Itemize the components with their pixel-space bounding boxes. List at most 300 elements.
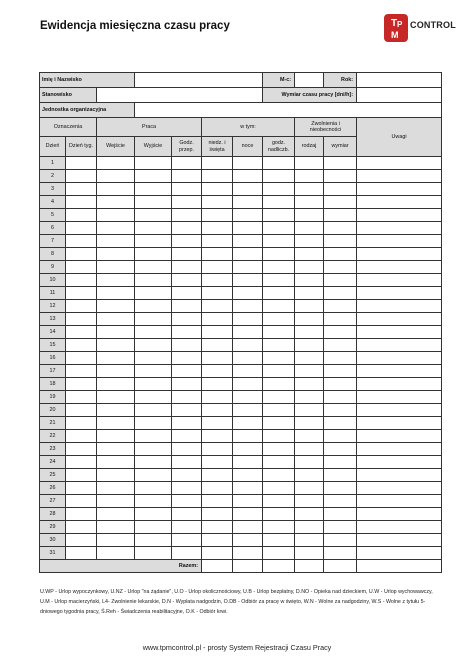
night-cell[interactable] xyxy=(233,274,263,287)
total-notes-cell[interactable] xyxy=(357,560,442,573)
hours-worked-cell[interactable] xyxy=(172,508,202,521)
exit-cell[interactable] xyxy=(135,183,172,196)
holiday-cell[interactable] xyxy=(202,183,233,196)
overtime-cell[interactable] xyxy=(263,313,295,326)
holiday-cell[interactable] xyxy=(202,339,233,352)
night-cell[interactable] xyxy=(233,261,263,274)
absence-hours-cell[interactable] xyxy=(324,196,357,209)
absence-hours-cell[interactable] xyxy=(324,209,357,222)
overtime-cell[interactable] xyxy=(263,417,295,430)
absence-hours-cell[interactable] xyxy=(324,326,357,339)
night-cell[interactable] xyxy=(233,157,263,170)
exit-cell[interactable] xyxy=(135,430,172,443)
overtime-cell[interactable] xyxy=(263,352,295,365)
holiday-cell[interactable] xyxy=(202,404,233,417)
entry-cell[interactable] xyxy=(97,352,135,365)
hours-worked-cell[interactable] xyxy=(172,482,202,495)
exit-cell[interactable] xyxy=(135,170,172,183)
night-cell[interactable] xyxy=(233,391,263,404)
absence-type-cell[interactable] xyxy=(295,209,324,222)
weekday-cell[interactable] xyxy=(66,378,97,391)
night-cell[interactable] xyxy=(233,196,263,209)
exit-cell[interactable] xyxy=(135,339,172,352)
night-cell[interactable] xyxy=(233,456,263,469)
entry-cell[interactable] xyxy=(97,534,135,547)
total-night-cell[interactable] xyxy=(233,560,263,573)
overtime-cell[interactable] xyxy=(263,469,295,482)
holiday-cell[interactable] xyxy=(202,170,233,183)
entry-cell[interactable] xyxy=(97,183,135,196)
night-cell[interactable] xyxy=(233,547,263,560)
absence-hours-cell[interactable] xyxy=(324,235,357,248)
holiday-cell[interactable] xyxy=(202,378,233,391)
exit-cell[interactable] xyxy=(135,300,172,313)
weekday-cell[interactable] xyxy=(66,300,97,313)
hours-worked-cell[interactable] xyxy=(172,222,202,235)
absence-type-cell[interactable] xyxy=(295,378,324,391)
entry-cell[interactable] xyxy=(97,261,135,274)
overtime-cell[interactable] xyxy=(263,222,295,235)
exit-cell[interactable] xyxy=(135,482,172,495)
weekday-cell[interactable] xyxy=(66,326,97,339)
absence-type-cell[interactable] xyxy=(295,157,324,170)
entry-cell[interactable] xyxy=(97,365,135,378)
hours-worked-cell[interactable] xyxy=(172,443,202,456)
holiday-cell[interactable] xyxy=(202,261,233,274)
notes-cell[interactable] xyxy=(357,274,442,287)
exit-cell[interactable] xyxy=(135,222,172,235)
night-cell[interactable] xyxy=(233,222,263,235)
overtime-cell[interactable] xyxy=(263,300,295,313)
notes-cell[interactable] xyxy=(357,534,442,547)
absence-hours-cell[interactable] xyxy=(324,391,357,404)
exit-cell[interactable] xyxy=(135,235,172,248)
notes-cell[interactable] xyxy=(357,235,442,248)
absence-hours-cell[interactable] xyxy=(324,443,357,456)
weekday-cell[interactable] xyxy=(66,196,97,209)
weekday-cell[interactable] xyxy=(66,443,97,456)
hours-worked-cell[interactable] xyxy=(172,456,202,469)
absence-hours-cell[interactable] xyxy=(324,248,357,261)
absence-type-cell[interactable] xyxy=(295,482,324,495)
absence-hours-cell[interactable] xyxy=(324,339,357,352)
weekday-cell[interactable] xyxy=(66,547,97,560)
overtime-cell[interactable] xyxy=(263,430,295,443)
notes-cell[interactable] xyxy=(357,417,442,430)
absence-type-cell[interactable] xyxy=(295,183,324,196)
absence-type-cell[interactable] xyxy=(295,287,324,300)
overtime-cell[interactable] xyxy=(263,391,295,404)
weekday-cell[interactable] xyxy=(66,248,97,261)
absence-type-cell[interactable] xyxy=(295,261,324,274)
holiday-cell[interactable] xyxy=(202,365,233,378)
overtime-cell[interactable] xyxy=(263,157,295,170)
entry-cell[interactable] xyxy=(97,547,135,560)
night-cell[interactable] xyxy=(233,469,263,482)
month-field[interactable] xyxy=(295,73,324,88)
hours-worked-cell[interactable] xyxy=(172,339,202,352)
weekday-cell[interactable] xyxy=(66,235,97,248)
absence-hours-cell[interactable] xyxy=(324,404,357,417)
total-absence-type-cell[interactable] xyxy=(295,560,324,573)
holiday-cell[interactable] xyxy=(202,157,233,170)
exit-cell[interactable] xyxy=(135,534,172,547)
absence-hours-cell[interactable] xyxy=(324,417,357,430)
hours-worked-cell[interactable] xyxy=(172,300,202,313)
exit-cell[interactable] xyxy=(135,352,172,365)
entry-cell[interactable] xyxy=(97,326,135,339)
holiday-cell[interactable] xyxy=(202,287,233,300)
absence-type-cell[interactable] xyxy=(295,430,324,443)
absence-hours-cell[interactable] xyxy=(324,495,357,508)
entry-cell[interactable] xyxy=(97,417,135,430)
overtime-cell[interactable] xyxy=(263,196,295,209)
holiday-cell[interactable] xyxy=(202,456,233,469)
absence-type-cell[interactable] xyxy=(295,196,324,209)
night-cell[interactable] xyxy=(233,313,263,326)
hours-worked-cell[interactable] xyxy=(172,235,202,248)
overtime-cell[interactable] xyxy=(263,287,295,300)
absence-hours-cell[interactable] xyxy=(324,430,357,443)
holiday-cell[interactable] xyxy=(202,547,233,560)
overtime-cell[interactable] xyxy=(263,534,295,547)
entry-cell[interactable] xyxy=(97,235,135,248)
overtime-cell[interactable] xyxy=(263,521,295,534)
exit-cell[interactable] xyxy=(135,417,172,430)
exit-cell[interactable] xyxy=(135,443,172,456)
entry-cell[interactable] xyxy=(97,196,135,209)
absence-type-cell[interactable] xyxy=(295,365,324,378)
notes-cell[interactable] xyxy=(357,365,442,378)
weekday-cell[interactable] xyxy=(66,404,97,417)
weekday-cell[interactable] xyxy=(66,287,97,300)
exit-cell[interactable] xyxy=(135,196,172,209)
holiday-cell[interactable] xyxy=(202,196,233,209)
absence-hours-cell[interactable] xyxy=(324,222,357,235)
night-cell[interactable] xyxy=(233,352,263,365)
hours-worked-cell[interactable] xyxy=(172,469,202,482)
weekday-cell[interactable] xyxy=(66,183,97,196)
absence-type-cell[interactable] xyxy=(295,274,324,287)
notes-cell[interactable] xyxy=(357,391,442,404)
hours-worked-cell[interactable] xyxy=(172,274,202,287)
overtime-cell[interactable] xyxy=(263,261,295,274)
holiday-cell[interactable] xyxy=(202,508,233,521)
absence-type-cell[interactable] xyxy=(295,547,324,560)
exit-cell[interactable] xyxy=(135,157,172,170)
entry-cell[interactable] xyxy=(97,248,135,261)
holiday-cell[interactable] xyxy=(202,274,233,287)
overtime-cell[interactable] xyxy=(263,495,295,508)
absence-type-cell[interactable] xyxy=(295,495,324,508)
hours-worked-cell[interactable] xyxy=(172,287,202,300)
hours-worked-cell[interactable] xyxy=(172,183,202,196)
hours-worked-cell[interactable] xyxy=(172,378,202,391)
weekday-cell[interactable] xyxy=(66,430,97,443)
notes-cell[interactable] xyxy=(357,313,442,326)
overtime-cell[interactable] xyxy=(263,547,295,560)
notes-cell[interactable] xyxy=(357,430,442,443)
absence-hours-cell[interactable] xyxy=(324,547,357,560)
unit-field[interactable] xyxy=(135,103,442,118)
notes-cell[interactable] xyxy=(357,287,442,300)
hours-worked-cell[interactable] xyxy=(172,326,202,339)
weekday-cell[interactable] xyxy=(66,222,97,235)
notes-cell[interactable] xyxy=(357,352,442,365)
night-cell[interactable] xyxy=(233,339,263,352)
notes-cell[interactable] xyxy=(357,196,442,209)
holiday-cell[interactable] xyxy=(202,300,233,313)
night-cell[interactable] xyxy=(233,521,263,534)
notes-cell[interactable] xyxy=(357,521,442,534)
weekday-cell[interactable] xyxy=(66,469,97,482)
hours-worked-cell[interactable] xyxy=(172,313,202,326)
weekday-cell[interactable] xyxy=(66,365,97,378)
notes-cell[interactable] xyxy=(357,300,442,313)
weekday-cell[interactable] xyxy=(66,157,97,170)
overtime-cell[interactable] xyxy=(263,339,295,352)
notes-cell[interactable] xyxy=(357,469,442,482)
entry-cell[interactable] xyxy=(97,391,135,404)
absence-hours-cell[interactable] xyxy=(324,313,357,326)
night-cell[interactable] xyxy=(233,209,263,222)
entry-cell[interactable] xyxy=(97,443,135,456)
exit-cell[interactable] xyxy=(135,326,172,339)
notes-cell[interactable] xyxy=(357,170,442,183)
absence-hours-cell[interactable] xyxy=(324,508,357,521)
weekday-cell[interactable] xyxy=(66,456,97,469)
absence-type-cell[interactable] xyxy=(295,248,324,261)
notes-cell[interactable] xyxy=(357,183,442,196)
night-cell[interactable] xyxy=(233,482,263,495)
absence-hours-cell[interactable] xyxy=(324,365,357,378)
exit-cell[interactable] xyxy=(135,313,172,326)
notes-cell[interactable] xyxy=(357,456,442,469)
exit-cell[interactable] xyxy=(135,547,172,560)
hours-worked-cell[interactable] xyxy=(172,430,202,443)
night-cell[interactable] xyxy=(233,508,263,521)
holiday-cell[interactable] xyxy=(202,430,233,443)
overtime-cell[interactable] xyxy=(263,183,295,196)
hours-worked-cell[interactable] xyxy=(172,248,202,261)
notes-cell[interactable] xyxy=(357,495,442,508)
exit-cell[interactable] xyxy=(135,495,172,508)
entry-cell[interactable] xyxy=(97,430,135,443)
absence-hours-cell[interactable] xyxy=(324,157,357,170)
entry-cell[interactable] xyxy=(97,157,135,170)
absence-hours-cell[interactable] xyxy=(324,183,357,196)
exit-cell[interactable] xyxy=(135,378,172,391)
night-cell[interactable] xyxy=(233,495,263,508)
year-field[interactable] xyxy=(357,73,442,88)
weekday-cell[interactable] xyxy=(66,313,97,326)
holiday-cell[interactable] xyxy=(202,482,233,495)
exit-cell[interactable] xyxy=(135,404,172,417)
absence-hours-cell[interactable] xyxy=(324,274,357,287)
night-cell[interactable] xyxy=(233,404,263,417)
holiday-cell[interactable] xyxy=(202,417,233,430)
exit-cell[interactable] xyxy=(135,469,172,482)
exit-cell[interactable] xyxy=(135,287,172,300)
night-cell[interactable] xyxy=(233,248,263,261)
absence-type-cell[interactable] xyxy=(295,352,324,365)
entry-cell[interactable] xyxy=(97,456,135,469)
absence-type-cell[interactable] xyxy=(295,404,324,417)
entry-cell[interactable] xyxy=(97,378,135,391)
night-cell[interactable] xyxy=(233,287,263,300)
hours-worked-cell[interactable] xyxy=(172,261,202,274)
entry-cell[interactable] xyxy=(97,404,135,417)
weekday-cell[interactable] xyxy=(66,391,97,404)
holiday-cell[interactable] xyxy=(202,222,233,235)
absence-hours-cell[interactable] xyxy=(324,521,357,534)
weekday-cell[interactable] xyxy=(66,521,97,534)
hours-worked-cell[interactable] xyxy=(172,157,202,170)
absence-type-cell[interactable] xyxy=(295,443,324,456)
notes-cell[interactable] xyxy=(357,326,442,339)
holiday-cell[interactable] xyxy=(202,469,233,482)
absence-type-cell[interactable] xyxy=(295,313,324,326)
notes-cell[interactable] xyxy=(357,222,442,235)
exit-cell[interactable] xyxy=(135,248,172,261)
overtime-cell[interactable] xyxy=(263,404,295,417)
notes-cell[interactable] xyxy=(357,248,442,261)
night-cell[interactable] xyxy=(233,378,263,391)
total-overtime-cell[interactable] xyxy=(263,560,295,573)
notes-cell[interactable] xyxy=(357,404,442,417)
holiday-cell[interactable] xyxy=(202,313,233,326)
exit-cell[interactable] xyxy=(135,521,172,534)
hours-worked-cell[interactable] xyxy=(172,170,202,183)
entry-cell[interactable] xyxy=(97,482,135,495)
exit-cell[interactable] xyxy=(135,274,172,287)
absence-hours-cell[interactable] xyxy=(324,287,357,300)
notes-cell[interactable] xyxy=(357,339,442,352)
absence-type-cell[interactable] xyxy=(295,300,324,313)
entry-cell[interactable] xyxy=(97,274,135,287)
overtime-cell[interactable] xyxy=(263,508,295,521)
night-cell[interactable] xyxy=(233,365,263,378)
weekday-cell[interactable] xyxy=(66,339,97,352)
overtime-cell[interactable] xyxy=(263,209,295,222)
weekday-cell[interactable] xyxy=(66,417,97,430)
absence-hours-cell[interactable] xyxy=(324,300,357,313)
absence-hours-cell[interactable] xyxy=(324,261,357,274)
hours-worked-cell[interactable] xyxy=(172,352,202,365)
weekday-cell[interactable] xyxy=(66,261,97,274)
weekday-cell[interactable] xyxy=(66,534,97,547)
holiday-cell[interactable] xyxy=(202,248,233,261)
absence-type-cell[interactable] xyxy=(295,534,324,547)
exit-cell[interactable] xyxy=(135,261,172,274)
entry-cell[interactable] xyxy=(97,469,135,482)
hours-worked-cell[interactable] xyxy=(172,495,202,508)
absence-type-cell[interactable] xyxy=(295,339,324,352)
absence-hours-cell[interactable] xyxy=(324,352,357,365)
absence-type-cell[interactable] xyxy=(295,222,324,235)
absence-type-cell[interactable] xyxy=(295,456,324,469)
entry-cell[interactable] xyxy=(97,508,135,521)
absence-hours-cell[interactable] xyxy=(324,456,357,469)
notes-cell[interactable] xyxy=(357,482,442,495)
hours-worked-cell[interactable] xyxy=(172,196,202,209)
night-cell[interactable] xyxy=(233,326,263,339)
hours-worked-cell[interactable] xyxy=(172,417,202,430)
absence-hours-cell[interactable] xyxy=(324,469,357,482)
holiday-cell[interactable] xyxy=(202,326,233,339)
holiday-cell[interactable] xyxy=(202,391,233,404)
overtime-cell[interactable] xyxy=(263,274,295,287)
holiday-cell[interactable] xyxy=(202,209,233,222)
weekday-cell[interactable] xyxy=(66,508,97,521)
weekday-cell[interactable] xyxy=(66,495,97,508)
night-cell[interactable] xyxy=(233,443,263,456)
weekday-cell[interactable] xyxy=(66,274,97,287)
overtime-cell[interactable] xyxy=(263,456,295,469)
entry-cell[interactable] xyxy=(97,170,135,183)
notes-cell[interactable] xyxy=(357,209,442,222)
total-absence-hours-cell[interactable] xyxy=(324,560,357,573)
notes-cell[interactable] xyxy=(357,157,442,170)
absence-type-cell[interactable] xyxy=(295,417,324,430)
hours-worked-cell[interactable] xyxy=(172,391,202,404)
night-cell[interactable] xyxy=(233,300,263,313)
notes-cell[interactable] xyxy=(357,378,442,391)
notes-cell[interactable] xyxy=(357,547,442,560)
entry-cell[interactable] xyxy=(97,313,135,326)
holiday-cell[interactable] xyxy=(202,443,233,456)
holiday-cell[interactable] xyxy=(202,235,233,248)
hours-worked-cell[interactable] xyxy=(172,547,202,560)
overtime-cell[interactable] xyxy=(263,482,295,495)
absence-type-cell[interactable] xyxy=(295,521,324,534)
weekday-cell[interactable] xyxy=(66,170,97,183)
position-field[interactable] xyxy=(97,88,263,103)
weekday-cell[interactable] xyxy=(66,482,97,495)
overtime-cell[interactable] xyxy=(263,235,295,248)
total-holiday-cell[interactable] xyxy=(202,560,233,573)
working-hours-field[interactable] xyxy=(357,88,442,103)
exit-cell[interactable] xyxy=(135,456,172,469)
entry-cell[interactable] xyxy=(97,209,135,222)
entry-cell[interactable] xyxy=(97,521,135,534)
exit-cell[interactable] xyxy=(135,508,172,521)
hours-worked-cell[interactable] xyxy=(172,365,202,378)
absence-hours-cell[interactable] xyxy=(324,482,357,495)
holiday-cell[interactable] xyxy=(202,495,233,508)
night-cell[interactable] xyxy=(233,417,263,430)
weekday-cell[interactable] xyxy=(66,352,97,365)
absence-hours-cell[interactable] xyxy=(324,378,357,391)
night-cell[interactable] xyxy=(233,170,263,183)
absence-type-cell[interactable] xyxy=(295,391,324,404)
hours-worked-cell[interactable] xyxy=(172,534,202,547)
entry-cell[interactable] xyxy=(97,287,135,300)
holiday-cell[interactable] xyxy=(202,521,233,534)
hours-worked-cell[interactable] xyxy=(172,404,202,417)
overtime-cell[interactable] xyxy=(263,170,295,183)
holiday-cell[interactable] xyxy=(202,352,233,365)
absence-type-cell[interactable] xyxy=(295,326,324,339)
exit-cell[interactable] xyxy=(135,209,172,222)
exit-cell[interactable] xyxy=(135,365,172,378)
name-field[interactable] xyxy=(135,73,263,88)
entry-cell[interactable] xyxy=(97,300,135,313)
absence-type-cell[interactable] xyxy=(295,235,324,248)
entry-cell[interactable] xyxy=(97,339,135,352)
overtime-cell[interactable] xyxy=(263,378,295,391)
exit-cell[interactable] xyxy=(135,391,172,404)
